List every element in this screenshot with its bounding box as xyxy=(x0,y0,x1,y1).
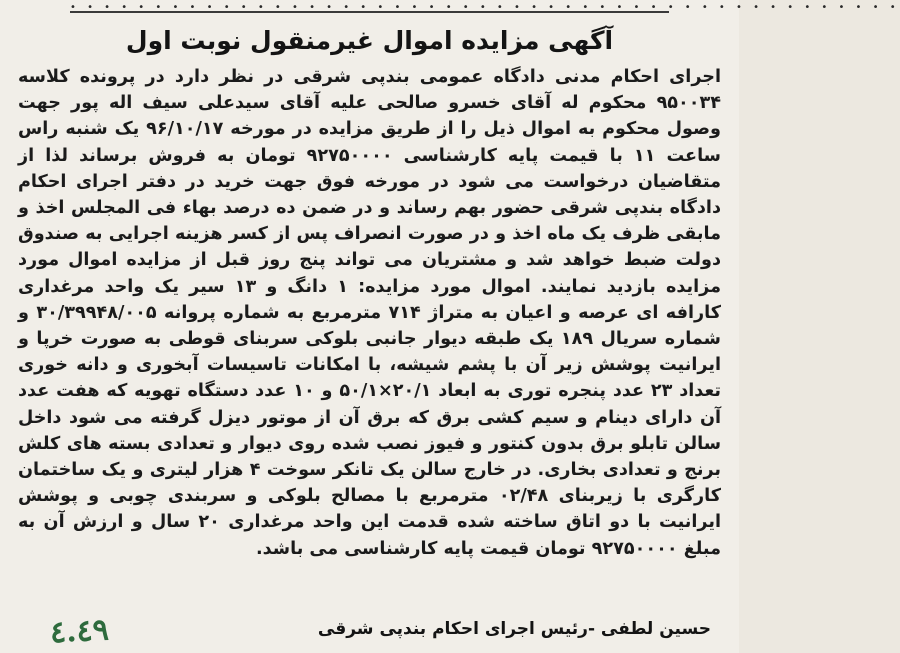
rule-dots: • • • • • • • • • • • • • • • • • • • • • • • • • • • • • • • • • • • • • • • • • • • • • • • • • xyxy=(70,2,900,13)
top-decorative-rule xyxy=(70,2,900,18)
notice-title: آگهی مزایده اموال غیرمنقول نوبت اول xyxy=(125,26,614,55)
notice-body: اجرای احکام مدنی دادگاه عمومی بندپی شرقی در نظر دارد در پرونده کلاسه ۹۵۰۰۳۴ محکوم له آقای خسرو صالحی علیه آقای سیدعلی سیف اله پور جهت وصول محکوم به اموال ذیل را از طریق مزایده در مورخه ۹۶/۱۰/۱۷ یک شنبه راس ساعت ۱۱ با قیمت پایه کارشناسی ۹۲۷۵۰۰۰۰ تومان به فروش برساند لذا از متقاضیان درخواست می شود در مورخه فوق جهت خرید در دفتر اجرای احکام دادگاه بندپی شرقی حضور بهم رساند و در ضمن ده درصد بهاء فی المجلس اخذ و مابقی ظرف یک ماه اخذ و در صورت انصراف پس از کسر هزینه اجرایی به صندوق دولت ضبط خواهد شد و مشتریان می تواند پنج روز قبل از مزایده اموال مورد مزایده بازدید نمایند. اموال مورد مزایده: ۱ دانگ و ۱۳ سیر یک واحد مرغداری کارافه ای عرصه و اعیان به متراژ ۷۱۴ مترمربع به شماره پروانه ۳۰/۳۹۹۴۸/۰۰۵ و شماره سریال ۱۸۹ یک طبقه دیوار جانبی بلوکی سربنای قوطی به صورت خرپا و ایرانیت پوشش زیر آن با پشم شیشه، با امکانات تاسیسات آبخوری و دانه خوری تعداد ۲۳ عدد پنجره توری به ابعاد ۲۰/۱×۵۰/۱ و ۱۰ عدد دستگاه تهویه که هفت عدد آن دارای دینام و سیم کشی برق که برق آن از موتور دیزل گرفته می شود داخل سالن تابلو برق بدون کنتور و فیوز نصب شده روی دیوار و تعدادی بسته های کلش برنج و تعدادی بخاری. در خارج سالن یک تانکر سوخت ۴ هزار لیتری و یک ساختمان کارگری با زیربنای ۰۲/۴۸ مترمربع با مصالح بلوکی و سربندی چوبی و پوشش ایرانیت با دو اتاق ساخته شده قدمت این واحد مرغداری ۲۰ سال و ارزش آن به مبلغ ۹۲۷۵۰۰۰۰ تومان قیمت پایه کارشناسی می باشد. xyxy=(18,67,722,559)
notice-signature: حسین لطفی -رئیس اجرای احکام بندپی شرقی xyxy=(317,619,711,639)
handwritten-number: ٤.٤٩ xyxy=(49,612,110,651)
